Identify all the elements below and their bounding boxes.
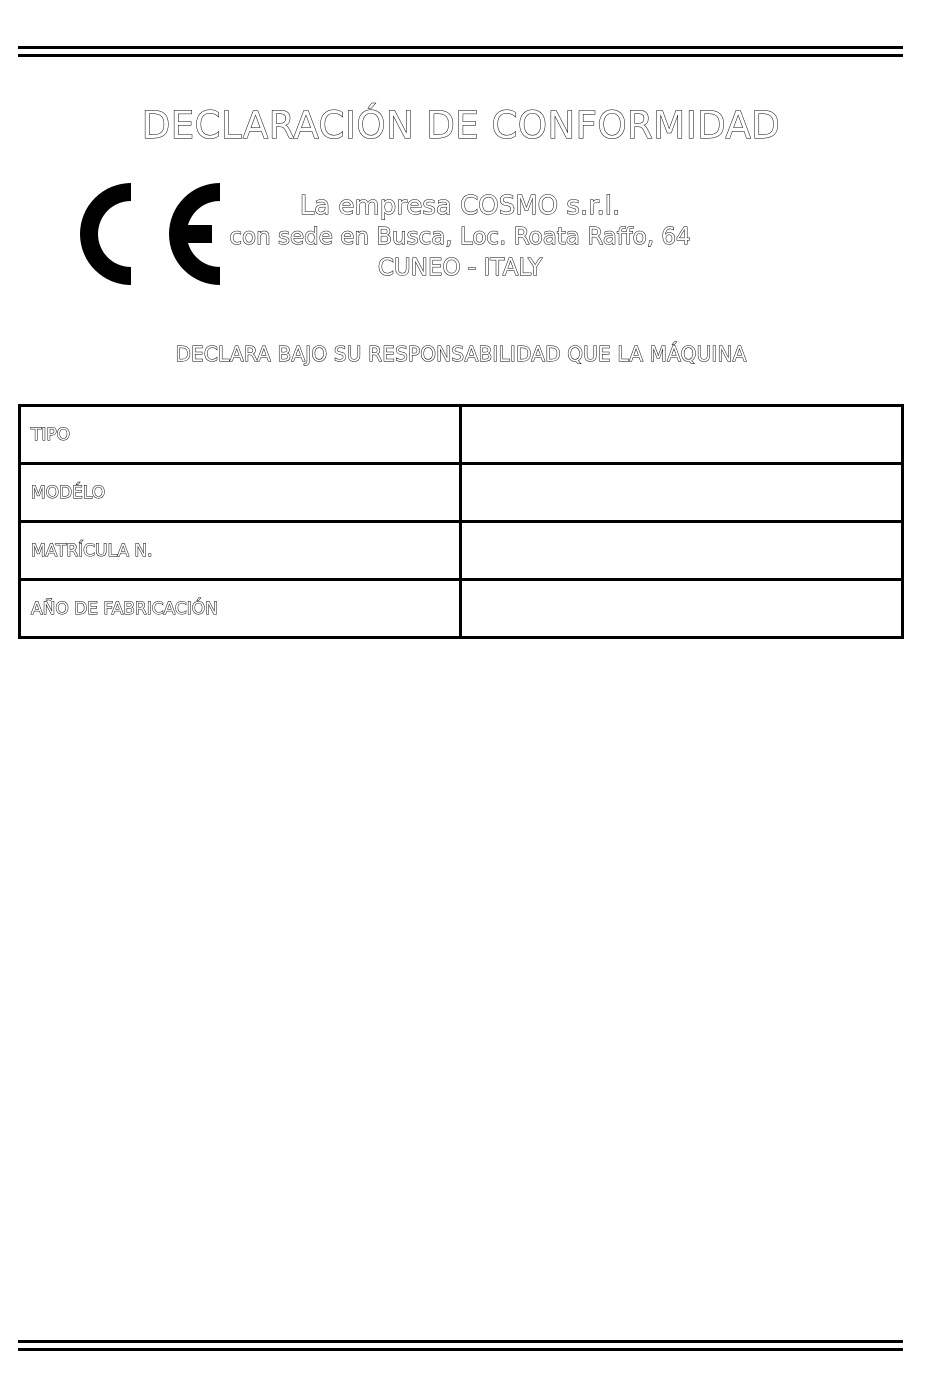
table-row xyxy=(20,580,903,638)
table-row xyxy=(20,464,903,522)
field-label-modelo: MODÉLO xyxy=(20,464,461,522)
table-row xyxy=(20,406,903,464)
company-city: CUNEO - ITALY xyxy=(377,255,543,281)
field-label-matricula: MATRÍCULA N. xyxy=(20,522,461,580)
declaration-statement: DECLARA BAJO SU RESPONSABILIDAD QUE LA MÁQUINA xyxy=(175,342,747,366)
field-value-modelo[interactable] xyxy=(461,464,903,522)
field-value-tipo[interactable] xyxy=(461,406,903,464)
page-title: DECLARACIÓN DE CONFORMIDAD xyxy=(141,104,781,147)
top-double-rule xyxy=(18,46,903,57)
field-label-ano-fabricacion: AÑO DE FABRICACIÓN xyxy=(20,580,461,638)
machine-info-table xyxy=(18,404,904,639)
bottom-double-rule xyxy=(18,1340,903,1351)
field-label-tipo: TIPO xyxy=(20,406,461,464)
company-name: La empresa COSMO s.r.l. xyxy=(299,191,621,221)
company-address: con sede en Busca, Loc. Roata Raffo, 64 xyxy=(229,224,691,250)
field-value-ano-fabricacion[interactable] xyxy=(461,580,903,638)
field-value-matricula[interactable] xyxy=(461,522,903,580)
table-row xyxy=(20,522,903,580)
company-block xyxy=(200,190,720,284)
